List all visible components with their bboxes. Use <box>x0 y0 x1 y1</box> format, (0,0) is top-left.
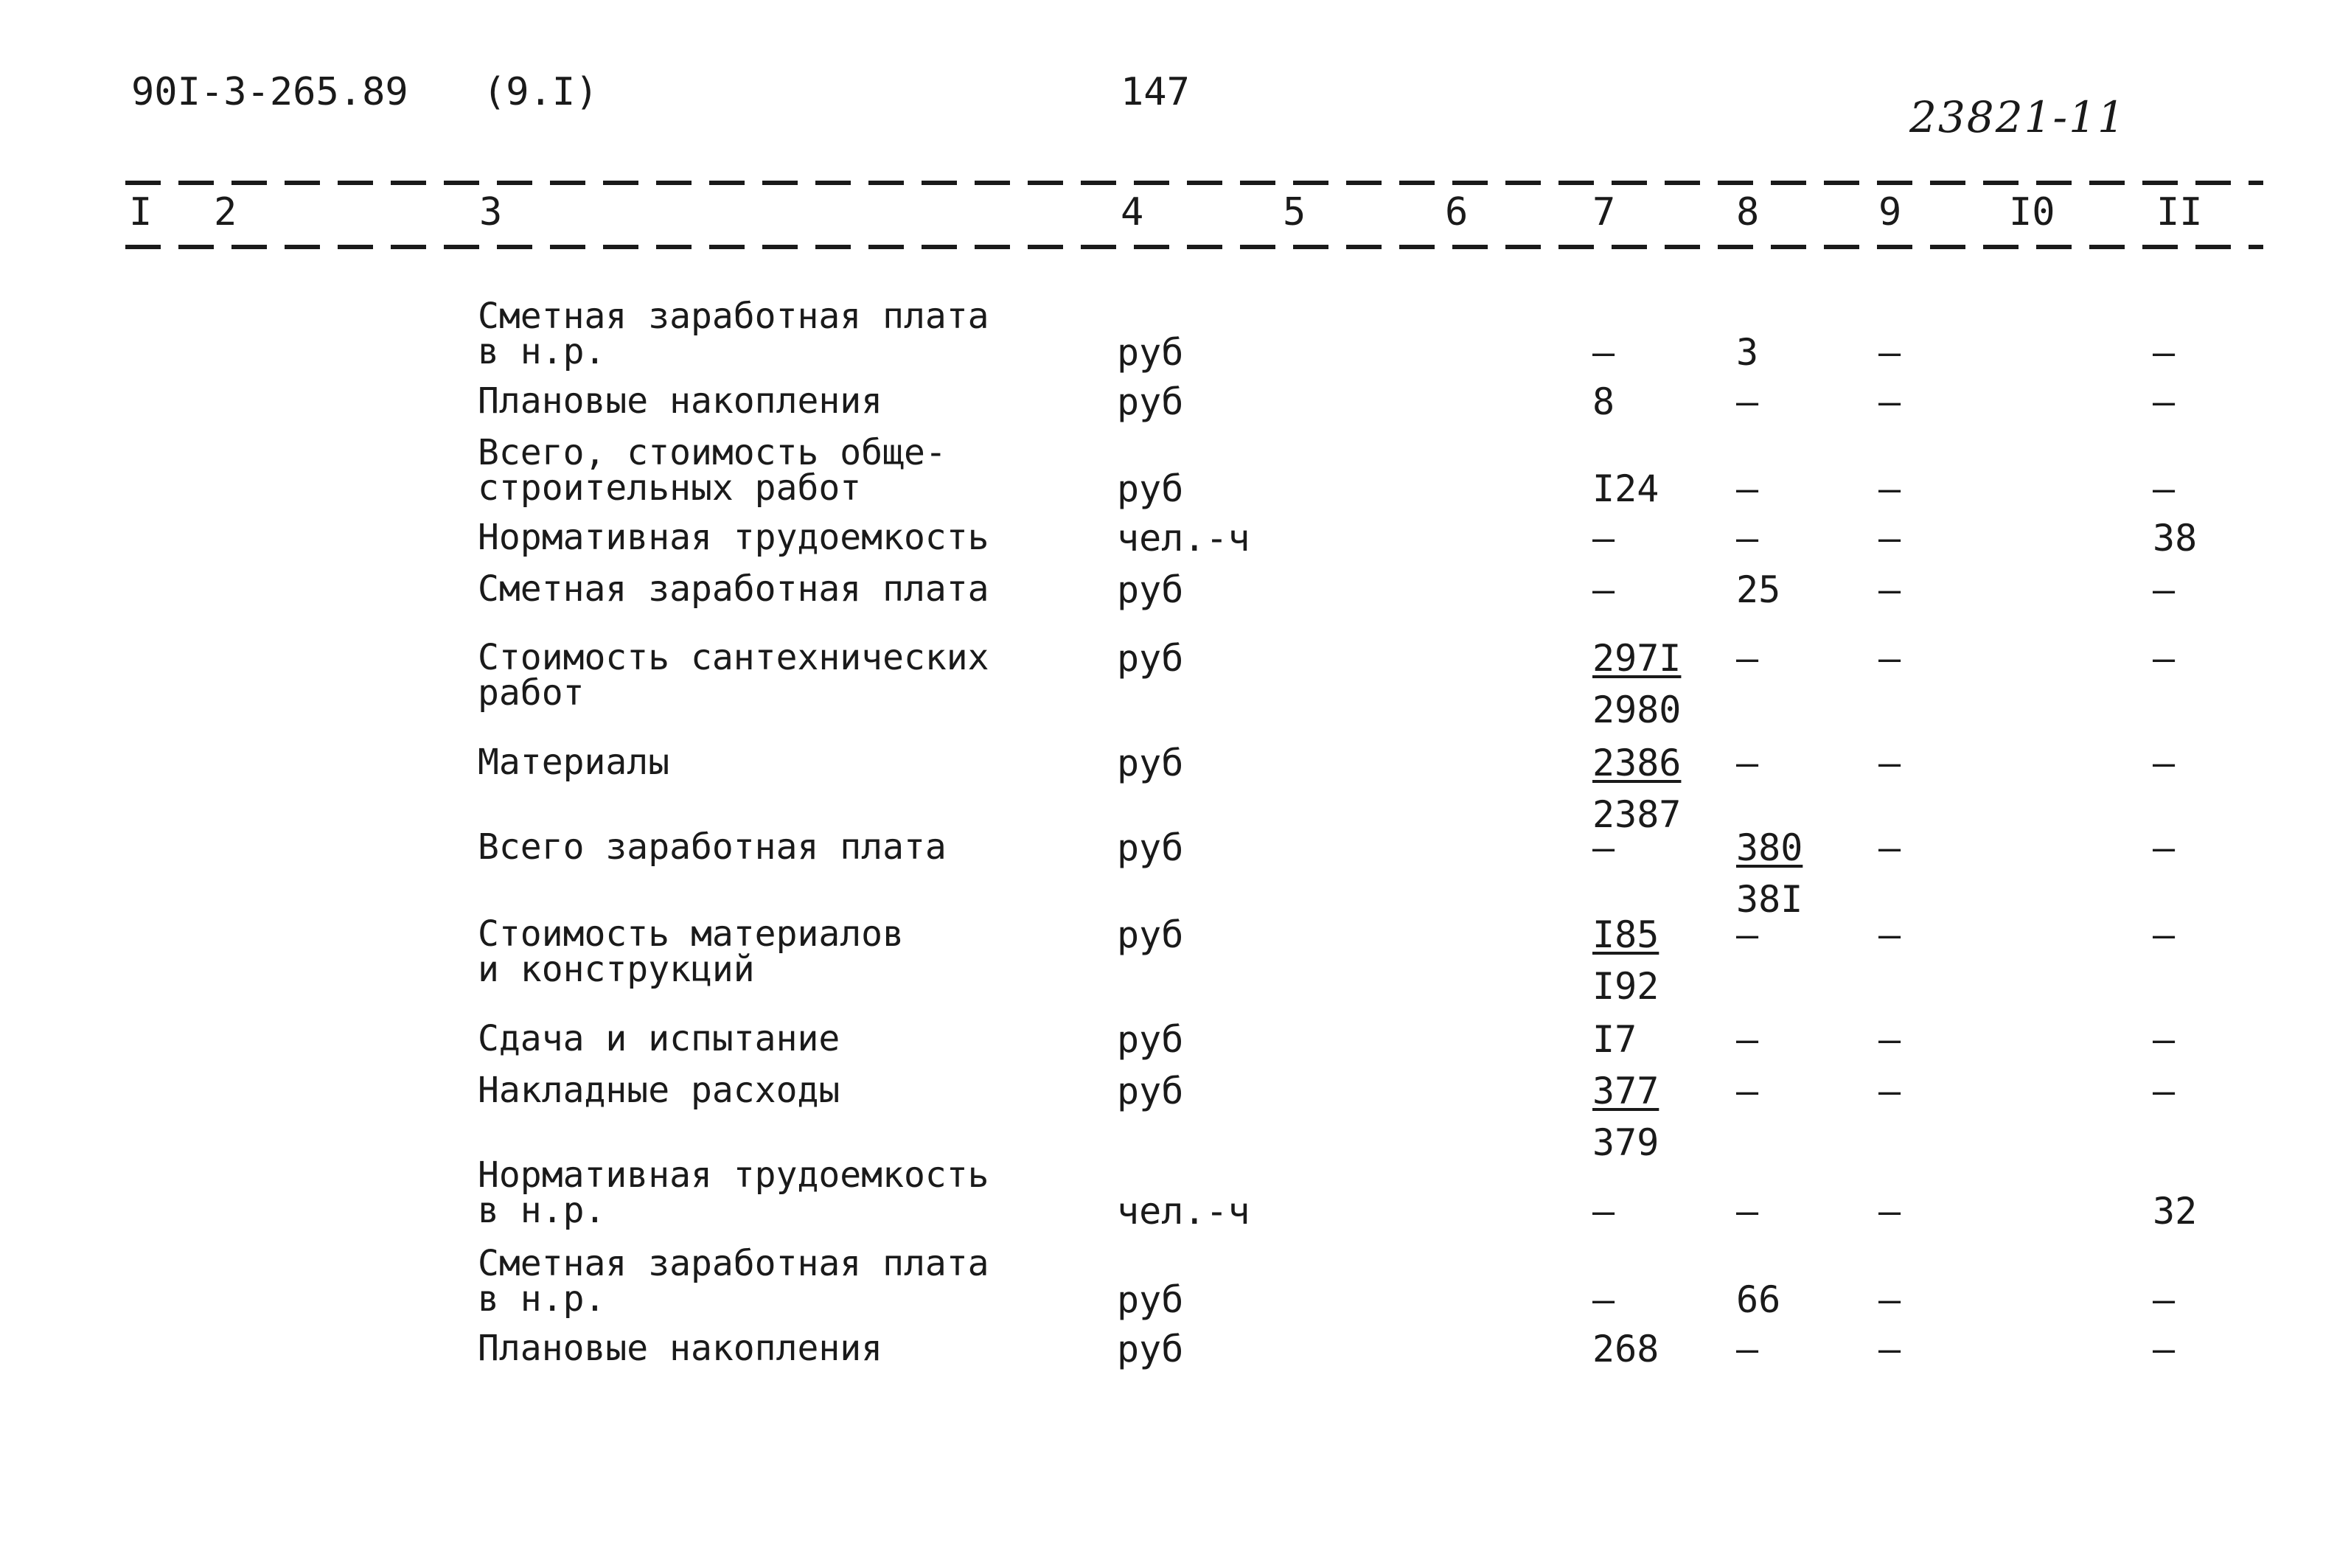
fraction-value <box>1592 1070 1659 1164</box>
fraction-numerator: I85 <box>1592 913 1659 956</box>
col11-cell: – <box>2153 331 2176 374</box>
description-line: Нормативная трудоемкость <box>478 517 989 558</box>
row-description <box>478 1018 840 1059</box>
col11-cell: – <box>2153 1070 2176 1112</box>
row-description <box>478 517 989 558</box>
fraction-value <box>1736 826 1803 921</box>
col11-cell: – <box>2153 742 2176 784</box>
row-description <box>478 637 989 714</box>
col7-cell: 268 <box>1592 1328 1659 1370</box>
col7-cell <box>1592 913 1659 1008</box>
column-header-1: I <box>129 190 153 234</box>
header-rule-top <box>125 181 2263 185</box>
col7-cell: – <box>1592 826 1615 869</box>
unit-cell: руб <box>1117 742 1184 784</box>
col7-cell: I7 <box>1592 1018 1637 1061</box>
column-header-8: 8 <box>1736 190 1760 234</box>
col11-cell: – <box>2153 380 2176 423</box>
column-header-10: I0 <box>2009 190 2055 234</box>
row-description <box>478 380 883 422</box>
fraction-numerator: 380 <box>1736 826 1803 869</box>
inventory-number: 23821-11 <box>1909 92 2126 142</box>
table-row <box>0 1328 2351 1434</box>
col8-cell: – <box>1736 467 1759 510</box>
col7-cell <box>1592 742 1682 836</box>
col9-cell: – <box>1878 1070 1901 1112</box>
column-header-4: 4 <box>1121 190 1144 234</box>
row-description <box>478 1070 840 1111</box>
fraction-denominator: 2980 <box>1592 689 1682 731</box>
col9-cell: – <box>1878 331 1901 374</box>
unit-cell: руб <box>1117 1070 1184 1112</box>
column-header-11: II <box>2156 190 2203 234</box>
row-description <box>478 1243 989 1320</box>
row-description <box>478 742 670 783</box>
col11-cell: – <box>2153 826 2176 869</box>
page-number: 147 <box>1121 70 1190 114</box>
col8-cell: – <box>1736 1190 1759 1233</box>
fraction-numerator: 297I <box>1592 637 1682 680</box>
table-row <box>0 913 2351 1020</box>
col8-cell: – <box>1736 637 1759 680</box>
unit-cell: руб <box>1117 1278 1184 1321</box>
description-line: Плановые накопления <box>478 1328 883 1369</box>
row-description <box>478 1328 883 1369</box>
col7-cell: 8 <box>1592 380 1615 423</box>
col8-cell: – <box>1736 1018 1759 1061</box>
description-line: Стоимость сантехнических <box>478 637 989 678</box>
col8-cell: 66 <box>1736 1278 1781 1321</box>
description-line: Всего, стоимость обще- <box>478 432 947 473</box>
row-description <box>478 432 947 509</box>
description-line: строительных работ <box>478 467 862 509</box>
col9-cell: – <box>1878 380 1901 423</box>
unit-cell: руб <box>1117 568 1184 611</box>
description-line: Сдача и испытание <box>478 1018 840 1059</box>
col9-cell: – <box>1878 467 1901 510</box>
col11-cell: – <box>2153 467 2176 510</box>
col8-cell: – <box>1736 380 1759 423</box>
unit-cell: руб <box>1117 467 1184 510</box>
col9-cell: – <box>1878 637 1901 680</box>
col9-cell: – <box>1878 1018 1901 1061</box>
description-line: Стоимость материалов <box>478 913 904 955</box>
col11-cell: – <box>2153 1328 2176 1370</box>
col11-cell: – <box>2153 568 2176 611</box>
column-header-5: 5 <box>1283 190 1306 234</box>
col7-cell: – <box>1592 331 1615 374</box>
description-line: и конструкций <box>478 949 755 990</box>
fraction-value <box>1592 913 1659 1008</box>
fraction-value <box>1592 742 1682 836</box>
col7-cell: – <box>1592 1190 1615 1233</box>
unit-cell: чел.-ч <box>1117 517 1250 560</box>
col9-cell: – <box>1878 742 1901 784</box>
unit-cell: руб <box>1117 380 1184 423</box>
table-row <box>0 1154 2351 1261</box>
row-description <box>478 913 904 990</box>
column-header-3: 3 <box>479 190 503 234</box>
description-line: Накладные расходы <box>478 1070 840 1111</box>
col8-cell: – <box>1736 517 1759 560</box>
col8-cell: 3 <box>1736 331 1759 374</box>
row-description <box>478 1154 989 1231</box>
fraction-value <box>1592 637 1682 731</box>
fraction-numerator: 2386 <box>1592 742 1682 784</box>
col8-cell: – <box>1736 1070 1759 1112</box>
col7-cell: – <box>1592 517 1615 560</box>
description-line: в н.р. <box>478 1278 606 1320</box>
unit-cell: руб <box>1117 1328 1184 1370</box>
col11-cell: – <box>2153 637 2176 680</box>
col8-cell: – <box>1736 1328 1759 1370</box>
col7-cell <box>1592 637 1682 731</box>
col11-cell: 32 <box>2153 1190 2198 1233</box>
row-description <box>478 296 989 372</box>
col9-cell: – <box>1878 826 1901 869</box>
unit-cell: руб <box>1117 913 1184 956</box>
col9-cell: – <box>1878 1328 1901 1370</box>
unit-cell: руб <box>1117 1018 1184 1061</box>
col7-cell: I24 <box>1592 467 1659 510</box>
row-description <box>478 568 989 610</box>
unit-cell: руб <box>1117 331 1184 374</box>
fraction-numerator: 377 <box>1592 1070 1659 1112</box>
col11-cell: – <box>2153 1018 2176 1061</box>
section-number: (9.I) <box>483 70 599 114</box>
col7-cell: – <box>1592 568 1615 611</box>
column-header-6: 6 <box>1445 190 1469 234</box>
unit-cell: руб <box>1117 826 1184 869</box>
col8-cell: – <box>1736 913 1759 956</box>
description-line: Сметная заработная плата <box>478 1243 989 1284</box>
description-line: Материалы <box>478 742 670 783</box>
table-row <box>0 637 2351 743</box>
description-line: Плановые накопления <box>478 380 883 422</box>
unit-cell: руб <box>1117 637 1184 680</box>
fraction-denominator: I92 <box>1592 965 1659 1008</box>
description-line: Сметная заработная плата <box>478 296 989 337</box>
description-line: Всего заработная плата <box>478 826 947 868</box>
description-line: в н.р. <box>478 331 606 372</box>
column-header-9: 9 <box>1878 190 1902 234</box>
col9-cell: – <box>1878 568 1901 611</box>
fraction-denominator: 38I <box>1736 878 1803 921</box>
col7-cell: – <box>1592 1278 1615 1321</box>
description-line: Нормативная трудоемкость <box>478 1154 989 1196</box>
row-description <box>478 826 947 868</box>
col11-cell: – <box>2153 1278 2176 1321</box>
col9-cell: – <box>1878 913 1901 956</box>
col11-cell: – <box>2153 913 2176 956</box>
fraction-denominator: 2387 <box>1592 793 1682 836</box>
col8-cell <box>1736 826 1803 921</box>
col8-cell: – <box>1736 742 1759 784</box>
description-line: в н.р. <box>478 1190 606 1231</box>
column-header-7: 7 <box>1592 190 1616 234</box>
col9-cell: – <box>1878 1190 1901 1233</box>
document-code: 90I-3-265.89 <box>131 70 408 114</box>
description-line: Сметная заработная плата <box>478 568 989 610</box>
fraction-denominator: 379 <box>1592 1121 1659 1164</box>
header-rule-bottom <box>125 245 2263 249</box>
col8-cell: 25 <box>1736 568 1781 611</box>
description-line: работ <box>478 672 585 714</box>
column-header-2: 2 <box>214 190 237 234</box>
col7-cell <box>1592 1070 1659 1164</box>
unit-cell: чел.-ч <box>1117 1190 1250 1233</box>
col11-cell: 38 <box>2153 517 2198 560</box>
col9-cell: – <box>1878 1278 1901 1321</box>
col9-cell: – <box>1878 517 1901 560</box>
